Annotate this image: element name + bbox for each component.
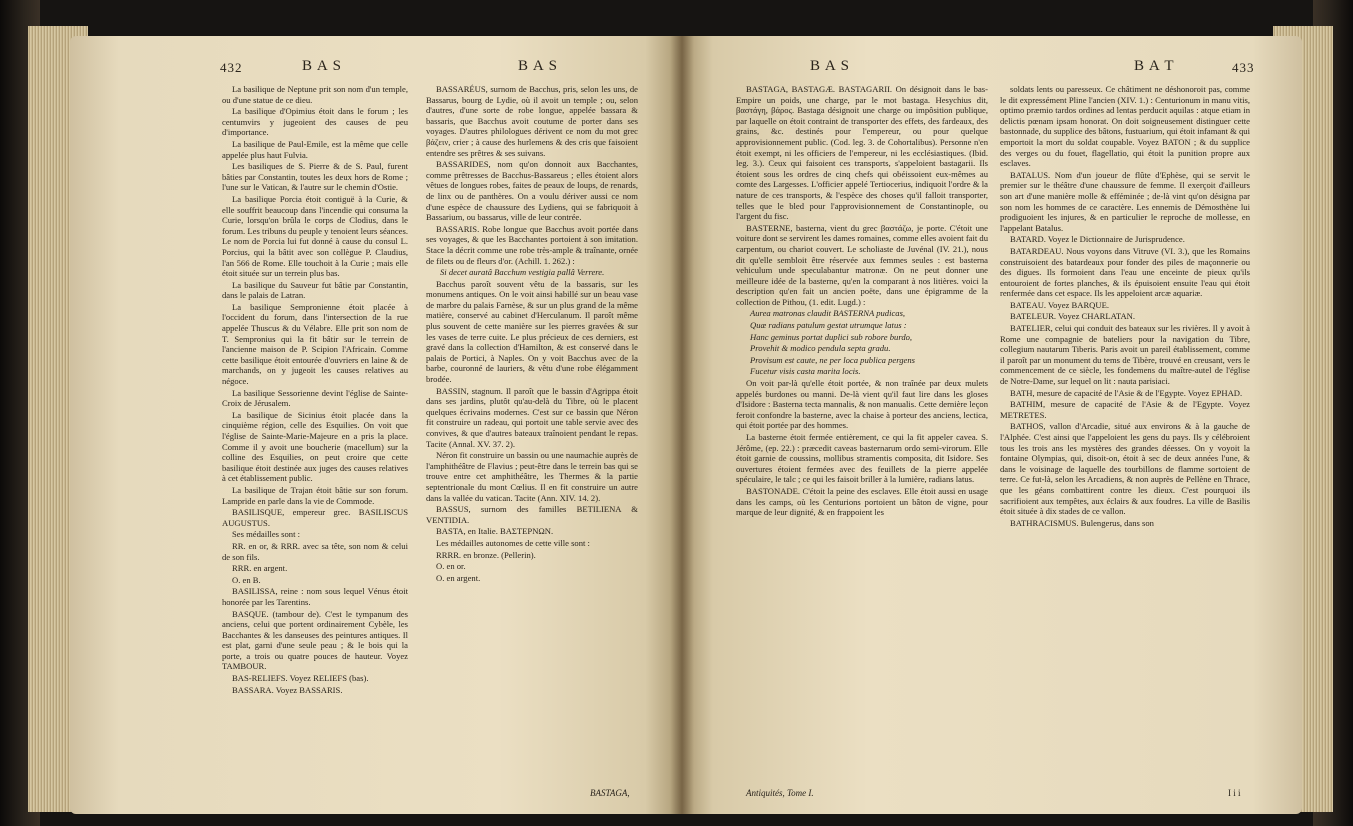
text-paragraph: RRR. en argent. [232, 563, 288, 574]
right-footer: Antiquités, Tome I. [746, 788, 814, 798]
text-paragraph: Aurea matronas claudit BASTERNA pudicas, [750, 308, 906, 319]
signature-mark: I i i [1228, 788, 1241, 798]
text-paragraph: La basterne étoit fermée entièrement, ce qui la fit appeler cavea. S. Jérôme, (ep. 22.) : præcedit caveas basternarum ordo semi-virorum. Elle étoit garnie de coussins, mollibus stramentis composita, dit Isidore. Ses ouvertures étoient fermées avec des feuillets de la pierre appelée spéculaire, le talc ; ce qui les faisoit briller à la lumière, radians latus. [736, 432, 988, 485]
text-paragraph: La basilique de Paul-Emile, est la même que celle appelée plus haut Fulvia. [222, 138, 408, 160]
text-paragraph: BATHIM, mesure de capacité de l'Asie & de l'Egypte. Voyez METRETES. [1000, 399, 1250, 420]
text-paragraph: BATEAU. Voyez BARQUE. [1010, 299, 1109, 310]
text-paragraph: BATH, mesure de capacité de l'Asie & de l'Egypte. Voyez EPHAD. [1010, 387, 1243, 398]
text-paragraph: Ses médailles sont : [232, 529, 301, 540]
text-paragraph: BASSUS, surnom des familles BETILIENA & VENTIDIA. [426, 504, 638, 525]
book-gutter [670, 36, 694, 814]
left-column-2 [426, 84, 638, 774]
text-paragraph: Provehit & modico pendula septa gradu. [750, 343, 891, 354]
text-paragraph: La basilique de Trajan étoit bâtie sur son forum. Lampride en parle dans la vie de Commode. [222, 484, 408, 506]
text-paragraph: BASTONADE. C'étoit la peine des esclaves. Elle étoit aussi en usage dans les camps, où les Centurions portoient un bâton de vigne, pour marque de leur dignité, & en frappoient les [736, 485, 988, 518]
left-column-1 [222, 84, 408, 774]
text-paragraph: BASSARIS. Robe longue que Bacchus avoit portée dans ses voyages, & que les Bacchantes portoient à son imitation. Stace la décrit comme une robe très-ample & traînante, ornée de filets ou de fleurs d'or. (Achill. 1. 262.) : [426, 223, 638, 266]
text-paragraph: BASTA, en Italie. ΒΑΣΤΕΡΝΩΝ. [436, 526, 554, 537]
text-paragraph: Si decet auratâ Bacchum vestigia pallâ Verrere. [440, 267, 605, 278]
text-paragraph: Quæ radians patulum gestat utrumque latus : [750, 320, 907, 331]
text-paragraph: La basilique d'Opimius étoit dans le forum ; les centumvirs y jugeoient des causes de peu d'importance. [222, 106, 408, 138]
left-page [70, 36, 682, 814]
text-paragraph: O. en argent. [436, 572, 481, 583]
left-page-number: 432 [220, 60, 243, 75]
text-paragraph: RRRR. en bronze. (Pellerin). [436, 549, 536, 560]
text-paragraph: La basilique du Sauveur fut bâtie par Constantin, dans le palais de Latran. [222, 279, 408, 301]
text-paragraph: BASQUE. (tambour de). C'est le tympanum des anciens, celui que portent ordinairement Cybèle, les Bacchantes & les danseuses des peintures antiques. Il est plat, garni d'une seule peau ; & le bois qui la porte, a trois ou quatre pouces de hauteur. Voyez TAMBOUR. [222, 608, 408, 672]
text-paragraph: Fucetur visis casta marita locis. [750, 366, 861, 377]
right-column-1 [736, 84, 988, 776]
right-page [682, 36, 1302, 814]
text-paragraph: La basilique de Sicinius étoit placée dans la cinquième région, celle des Esquilies. On voit que l'église de Sainte-Marie-Majeure en a pris la place. Comme il y avoit une boucherie (macellum) sur la colline des Esquilies, on peut croire que cette basilique étoit destinée aux juges des causes relatives à cet établissement public. [222, 409, 408, 484]
text-paragraph: BAS-RELIEFS. Voyez RELIEFS (bas). [232, 673, 369, 684]
text-paragraph: Les basiliques de S. Pierre & de S. Paul, furent bâties par Constantin, toutes les deux hors de Rome ; l'une sur le Vatican, & l'autre sur le chemin d'Ostie. [222, 161, 408, 193]
text-paragraph: BATHRACISMUS. Bulengerus, dans son [1010, 517, 1154, 528]
text-paragraph: Néron fit construire un bassin ou une naumachie auprès de l'amphithéâtre de Flavius ; peut-être dans le terrein bas qui se trouve entre cet amphithéâtre, les Thermes & la partie septentrionale du mont Cœlius. Il en fit construire un autre dans la vallée du vatican. Tacite (Ann. XIV. 14. 2). [426, 450, 638, 503]
right-running-head-2: B A T [1134, 58, 1175, 74]
text-paragraph: Bacchus paroît souvent vêtu de la bassaris, sur les monumens antiques. On le voit ainsi habillé sur un beau vase de marbre du palais Farnèse, & sur un plus grand de la même matière, conservé au cabinet d'Herculanum. Il paroît même plus souvent de cette manière sur les pierres gravées & sur les vases de terre cuite. Le plus précieux de ces derniers, est gravé dans la collection d'Hamilton, & est conservé dans le palais de Portici, à Naples. On y voit Bacchus avec de la barbe, couronné de lauriers, & vêtu d'une robe élégamment brodée. [426, 278, 638, 385]
right-column-2 [1000, 84, 1250, 776]
text-paragraph: BATARD. Voyez le Dictionnaire de Jurisprudence. [1010, 234, 1185, 245]
text-paragraph: La basilique de Neptune prit son nom d'un temple, ou d'une statue de ce dieu. [222, 84, 408, 105]
text-paragraph: BATELIER, celui qui conduit des bateaux sur les rivières. Il y avoit à Rome une compagnie de bateliers pour la navigation du Tibre, collegium nautarum Tiberis. Paris avoit un pareil établissement, comme il paroît par un monument du tems de Tibère, trouvé en creusant, vers le commencement de ce siècle, les fondemens du maître-autel de l'église de Notre-Dame, sur lequel on lit : nauta parisiaci. [1000, 323, 1250, 387]
text-paragraph: La basilique Sempronienne étoit placée à l'occident du forum, dans l'intersection de la rue appelée Thuscus & du Vélabre. Elle prit son nom de T. Sempronius qui la fit bâtir sur le terrein de l'ancienne maison de P. Scipion l'Africain. Comme cette basilique étoit entourée d'ouvriers en laine & de marchands, on y jugeoit les causes relatives au négoce. [222, 301, 408, 387]
text-paragraph: Hanc geminus portat duplici sub robore burdo, [750, 331, 913, 342]
left-catchword: BASTAGA, [590, 788, 630, 798]
left-running-head-2: B A S [518, 58, 559, 74]
text-paragraph: soldats lents ou paresseux. Ce châtiment ne déshonoroit pas, comme le dit expressément Pline l'ancien (XIV. 1.) : Centurionum in manu vitis, optimo præmio tardos ordines ad lentas perducit aquilas : atque etiam in delictis pœnam ipsam honorat. On doit soigneusement distinguer cette bastonnade, du supplice des bâtons, fustuarium, qui étoit infamant & qui emportoit la mort du soldat coupable. Voyez BATON ; & du supplice des verges ou du fouet, flagellatio, qui étoit la punition propre aux esclaves. [1000, 84, 1250, 169]
text-paragraph: RR. en or, & RRR. avec sa tête, son nom & celui de son fils. [222, 540, 408, 562]
text-paragraph: BASSARÉUS, surnom de Bacchus, pris, selon les uns, de Bassarus, bourg de Lydie, où il avoit un temple ; ou, selon d'autres, d'une sorte de robe longue, appelée bassara & bassaris, que Bacchus avoit coutume de porter dans ses voyages. D'autres philologues dérivent ce nom du mot grec βάζειν, crier ; à cause des hurlemens & des cris que faisoient entendre ses prêtres & ses suivans. [426, 84, 638, 158]
text-paragraph: BASTERNE, basterna, vient du grec βαστάζω, je porte. C'étoit une voiture dont se servirent les dames romaines, comme elles avoient fait du carpentum, ou chariot couvert. Le scholiaste de Juvénal (IV. 21.), nous dit qu'elle sembloit être réservée aux femmes seules : est basterna vehiculum unde speculabantur matronæ. On ne peut donner une meilleure idée de la basterne, qu'en la comparant à nos litières. voici la description qu'en fait un ancien poëte, dans une épigramme de la collection de Pithou, (1. edit. Lugd.) : [736, 222, 988, 307]
text-paragraph: BATALUS. Nom d'un joueur de flûte d'Ephèse, qui se servit le premier sur le théâtre d'une chaussure de femme. Il exerçoit d'ailleurs son art d'une manière molle & efféminée ; de-là vint qu'on désigna par son nom les hommes de ce caractère. Les ennemis de Démosthène lui prodiguoient les injures, & en particulier le reproche de mollesse, en l'appelant Batalus. [1000, 169, 1250, 233]
text-paragraph: La basilique Porcia étoit contiguë à la Curie, & elle souffrit beaucoup dans l'incendie qui consuma la Curie, lorsqu'on brûla le corps de Clodius, dans le forum. Les tribuns du peuple y tenoient leurs séances. Le nom de Porcia lui fut donné à cause du consul L. Porcius, qui la bâtit avec son collègue P. Claudius, l'an 566 de Rome. Elle touchoit à la Curie ; mais elle étoit située sur un terrein plus bas. [222, 193, 408, 279]
text-paragraph: On voit par-là qu'elle étoit portée, & non traînée par deux mulets appelés burdones ou manni. De-là vient qu'il faut lire dans les gloses d'Isidore : Basterna tecta mannalis, & non manualis. Cette dernière leçon feroit confondre la basterne, avec la chaise à porteur des anciens, lectica, qui étoit portée par des hommes. [736, 378, 988, 431]
text-paragraph: Provisum est caute, ne per loca publica pergens [750, 354, 915, 365]
text-paragraph: O. en or. [436, 561, 466, 572]
text-paragraph: BATHOS, vallon d'Arcadie, situé aux environs & à la gauche de l'Alphée. C'est ainsi que l'appeloient les gens du pays. Ils y célébroient tous les trois ans les mystères des grandes déesses. On y voyoit la fontaine Olympias, qui, disoit-on, étoit à sec de deux années l'une, & dans le voisinage de laquelle des tourbillons de flamme sortoient de terre. Ce fut-là, selon les Arcadiens, & non auprès de Pellène en Thrace, que les géans combattirent contre les dieux. C'est pourquoi ils sacrifioient aux tempêtes, aux éclairs & aux foudres. La ville de Basilis étoit située à dix stades de ce vallon. [1000, 421, 1250, 517]
text-paragraph: BATELEUR. Voyez CHARLATAN. [1010, 311, 1136, 322]
right-page-number: 433 [1232, 60, 1255, 75]
text-paragraph: BASTAGA, BASTAGÆ. BASTAGARII. On désignoit dans le bas-Empire un poids, une charge, par le mot bastaga. Hesychius dit, βαστάγη, βάρος. Bastaga désignoit une charge ou impôsition publique, par laquelle on étoit contraint de transporter des effets, des fardeaux, des grains, &c. destinés pour l'empereur, ou pour quelque approvisionnement public. (Cod. leg. 3. de Cohortalibus). Personne n'en étoit exempt, ni les officiers de l'empereur, ni les ecclésiastiques. (Ibid. leg. 3.). Ceux qui faisoient ces transports, s'appeloient bastagarii. Ils étoient sous les ordres de cinq chefs qui obéissoient eux-mêmes au comte des Largesses. L'officier appelé Tertiocerius, indiquoit l'ordre & la nature de ces transports, & l'espèce des choses qu'il falloit transporter, telles que le bled pour l'approvisionnement de Constantinople, ou l'argent du fisc. [736, 84, 988, 222]
text-paragraph: BATARDEAU. Nous voyons dans Vitruve (VI. 3.), que les Romains construisoient des batardeaux pour fonder des piles de maçonnerie ou des digues. Ils formoient dans l'eau une enceinte de pieux qu'ils entouroient de fortes planches, & ils épuisoient ensuite l'eau qui étoit renfermée dans cet espace. Ils les appeloient arcæ aquariæ. [1000, 245, 1250, 299]
right-running-head-1: B A S [810, 58, 851, 74]
text-paragraph: BASSIN, stagnum. Il paroît que le bassin d'Agrippa étoit dans ses jardins, plutôt qu'au-delà du Tibre, où le placent quelques écrivains modernes. C'est sur ce bassin que Néron fit construire un radeau, qui portoit une table servie avec des convives, & que d'autres bateaux traînoient pendant le repas. Tacite (Annal. XV. 37. 2). [426, 385, 638, 449]
text-paragraph: La basilique Sessorienne devint l'église de Sainte-Croix de Jérusalem. [222, 387, 408, 409]
text-paragraph: Les médailles autonomes de cette ville sont : [436, 537, 590, 548]
text-paragraph: BASILISSA, reine : nom sous lequel Vénus étoit honorée par les Tarentins. [222, 586, 408, 607]
text-paragraph: BASSARA. Voyez BASSARIS. [232, 684, 343, 695]
text-paragraph: BASSARIDES, nom qu'on donnoit aux Bacchantes, comme prêtresses de Bacchus-Bassareus ; elles étoient alors vêtues de longues robes, faites de peaux de loups, de renards, de linx ou de panthères. On a voulu dériver aussi ce nom d'une espèce de chaussure des Lydiens, qui se fabriquoit à Bassarium, ou bassarus, ville de leur contrée. [426, 159, 638, 223]
text-paragraph: O. en B. [232, 574, 261, 585]
left-running-head-1: B A S [302, 58, 343, 74]
text-paragraph: BASILISQUE, empereur grec. BASILISCUS AUGUSTUS. [222, 507, 408, 528]
